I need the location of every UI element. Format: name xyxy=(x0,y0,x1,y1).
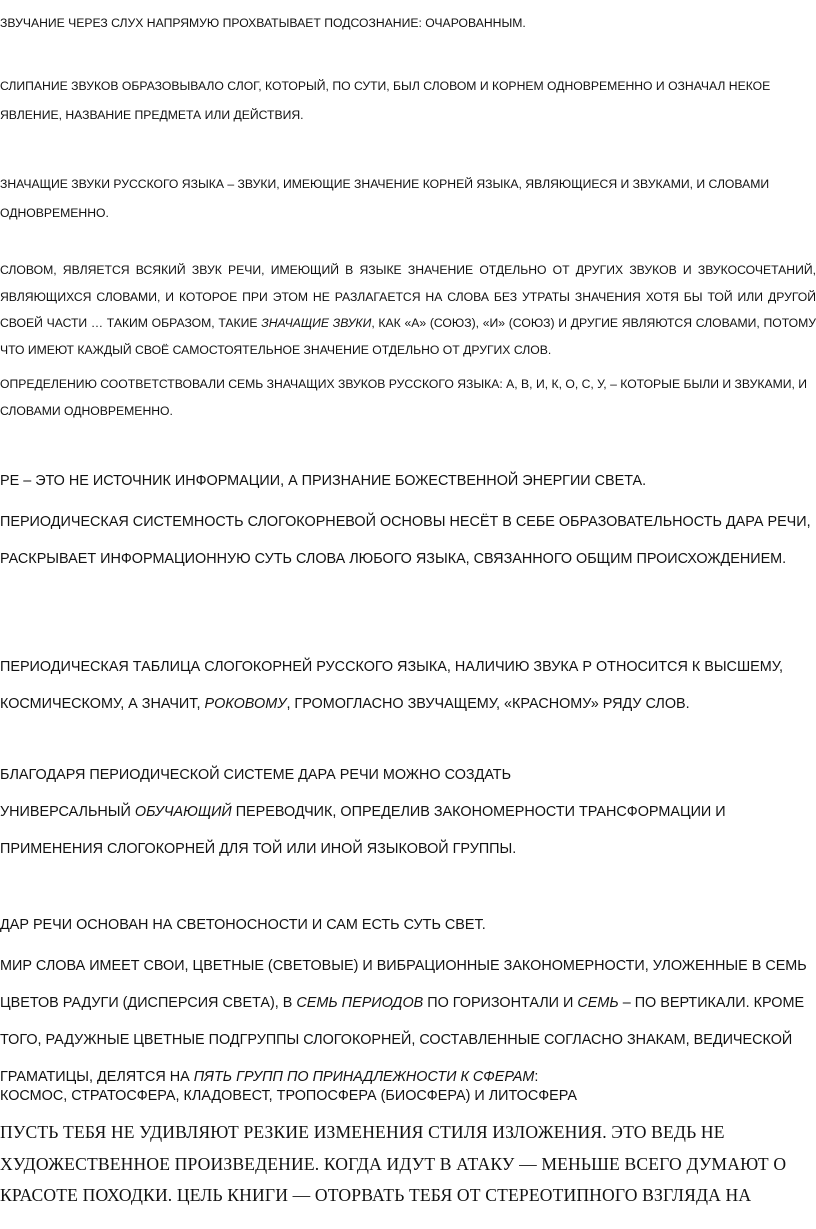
paragraph-thanks-to-text: БЛАГОДАРЯ ПЕРИОДИЧЕСКОЙ СИСТЕМЕ ДАРА РЕЧИ МОЖНО СОЗДАТЬ xyxy=(0,767,512,783)
emphasis-meaningful-sounds: ЗНАЧАЩИЕ ЗВУКИ xyxy=(261,316,372,330)
paragraph-light-energy-text: РЕ – ЭТО НЕ ИСТОЧНИК ИНФОРМАЦИИ, А ПРИЗНАНИЕ БОЖЕСТВЕННОЙ ЭНЕРГИИ СВЕТА. xyxy=(0,473,647,489)
emphasis-five-groups: ПЯТЬ ГРУПП ПО ПРИНАДЛЕЖНОСТИ К СФЕРАМ xyxy=(193,1069,535,1085)
paragraph-gift-of-speech-text: ДАР РЕЧИ ОСНОВАН НА СВЕТОНОСНОСТИ И САМ ЕСТЬ СУТЬ СВЕТ. xyxy=(0,917,486,933)
emphasis-fateful: РОКОВОМУ xyxy=(204,696,287,712)
paragraph-meaningful-sounds-text: ЗНАЧАЩИЕ ЗВУКИ РУССКОГО ЯЗЫКА – ЗВУКИ, ИМЕЮЩИЕ ЗНАЧЕНИЕ КОРНЕЙ ЯЗЫКА, ЯВЛЯЮЩИЕСЯ И ЗВУКАМИ, И СЛОВАМИ ОДНОВРЕМЕННО. xyxy=(0,177,770,220)
paragraph-hearing xyxy=(0,9,816,38)
paragraph-periodic-system xyxy=(0,504,812,578)
paragraph-seven-sounds xyxy=(0,371,816,424)
paragraph-gift-of-speech xyxy=(0,907,812,944)
paragraph-universal-translator: УНИВЕРСАЛЬНЫЙ ОБУЧАЮЩИЙ ПЕРЕВОДЧИК, ОПРЕДЕЛИВ ЗАКОНОМЕРНОСТИ ТРАНСФОРМАЦИИ И ПРИМЕНЕНИЯ СЛОГОКОРНЕЙ ДЛЯ ТОЙ ИЛИ ИНОЙ ЯЗЫКОВОЙ ГРУППЫ. xyxy=(0,804,726,857)
paragraph-style-note xyxy=(0,1117,812,1212)
paragraph-syllable-text: СЛИПАНИЕ ЗВУКОВ ОБРАЗОВЫВАЛО СЛОГ, КОТОРЫЙ, ПО СУТИ, БЫЛ СЛОВОМ И КОРНЕМ ОДНОВРЕМЕННО И ОЗНАЧАЛ НЕКОЕ ЯВЛЕНИЕ, НАЗВАНИЕ ПРЕДМЕТА ИЛИ ДЕЙСТВИЯ. xyxy=(0,79,771,122)
emphasis-teaching: ОБУЧАЮЩИЙ xyxy=(134,804,232,820)
paragraph-periodic-table: ПЕРИОДИЧЕСКАЯ ТАБЛИЦА СЛОГОКОРНЕЙ РУССКОГО ЯЗЫКА, НАЛИЧИЮ ЗВУКА Р ОТНОСИТСЯ К ВЫСШЕМУ, КОСМИЧЕСКОМУ, А ЗНАЧИТ, РОКОВОМУ, ГРОМОГЛАСНО ЗВУЧАЩЕМУ, «КРАСНОМУ» РЯДУ СЛОВ. xyxy=(0,659,783,712)
emphasis-seven: СЕМЬ xyxy=(577,995,619,1011)
paragraph-world-of-word: МИР СЛОВА ИМЕЕТ СВОИ, ЦВЕТНЫЕ (СВЕТОВЫЕ) И ВИБРАЦИОННЫЕ ЗАКОНОМЕРНОСТИ, УЛОЖЕННЫЕ В СЕМЬ ЦВЕТОВ РАДУГИ (ДИСПЕРСИЯ СВЕТА), В СЕМЬ ПЕРИОДОВ ПО ГОРИЗОНТАЛИ И СЕМЬ – ПО ВЕРТИКАЛИ. КРОМЕ ТОГО, РАДУЖНЫЕ ЦВЕТНЫЕ ПОДГРУППЫ СЛОГОКОРНЕЙ, СОСТАВЛЕННЫЕ СОГЛАСНО ЗНАКАМ, ВЕДИЧЕСКОЙ ГРАМАТИЦЫ, ДЕЛЯТСЯ НА ПЯТЬ ГРУПП ПО ПРИНАДЛЕЖНОСТИ К СФЕРАМ: xyxy=(0,958,807,1085)
paragraph-seven-sounds-text: ОПРЕДЕЛЕНИЮ СООТВЕТСТВОВАЛИ СЕМЬ ЗНАЧАЩИХ ЗВУКОВ РУССКОГО ЯЗЫКА: А, В, И, К, О, С, У, – КОТОРЫЕ БЫЛИ И ЗВУКАМИ, И СЛОВАМИ ОДНОВРЕМЕННО. xyxy=(0,377,808,418)
paragraph-periodic-system-text: ПЕРИОДИЧЕСКАЯ СИСТЕМНОСТЬ СЛОГОКОРНЕВОЙ ОСНОВЫ НЕСЁТ В СЕБЕ ОБРАЗОВАТЕЛЬНОСТЬ ДАРА РЕЧИ, РАСКРЫВАЕТ ИНФОРМАЦИОННУЮ СУТЬ СЛОВА ЛЮБОГО ЯЗЫКА, СВЯЗАННОГО ОБЩИМ ПРОИСХОЖДЕНИЕМ. xyxy=(0,514,811,567)
paragraph-meaningful-sounds xyxy=(0,170,816,228)
paragraph-hearing-text: ЗВУЧАНИЕ ЧЕРЕЗ СЛУХ НАПРЯМУЮ ПРОХВАТЫВАЕТ ПОДСОЗНАНИЕ: ОЧАРОВАННЫМ. xyxy=(0,16,526,30)
paragraph-thanks-to xyxy=(0,757,812,794)
paragraph-light-energy xyxy=(0,463,812,500)
paragraph-style-note-text: ПУСТЬ ТЕБЯ НЕ УДИВЛЯЮТ РЕЗКИЕ ИЗМЕНЕНИЯ СТИЛЯ ИЗЛОЖЕНИЯ. ЭТО ВЕДЬ НЕ ХУДОЖЕСТВЕННОЕ ПРОИЗВЕДЕНИЕ. КОГДА ИДУТ В АТАКУ — МЕНЬШЕ ВСЕГО ДУМАЮТ О КРАСОТЕ ПОХОДКИ. ЦЕЛЬ КНИГИ — ОТОРВАТЬ ТЕБЯ ОТ СТЕРЕОТИПНОГО ВЗГЛЯДА НА xyxy=(0,1122,787,1205)
paragraph-syllable xyxy=(0,72,816,130)
emphasis-seven-periods: СЕМЬ ПЕРИОДОВ xyxy=(296,995,424,1011)
paragraph-word-definition: СЛОВОМ, ЯВЛЯЕТСЯ ВСЯКИЙ ЗВУК РЕЧИ, ИМЕЮЩИЙ В ЯЗЫКЕ ЗНАЧЕНИЕ ОТДЕЛЬНО ОТ ДРУГИХ ЗВУКОВ И ЗВУКОСОЧЕТАНИЙ, ЯВЛЯЮЩИХСЯ СЛОВАМИ, И КОТОРОЕ ПРИ ЭТОМ НЕ РАЗЛАГАЕТСЯ НА СЛОВА БЕЗ УТРАТЫ ЗНАЧЕНИЯ ХОТЯ БЫ ТОЙ ИЛИ ДРУГОЙ СВОЕЙ ЧАСТИ … ТАКИМ ОБРАЗОМ, ТАКИЕ ЗНАЧАЩИЕ ЗВУКИ, КАК «А» (СОЮЗ), «И» (СОЮЗ) И ДРУГИЕ ЯВЛЯЮТСЯ СЛОВАМИ, ПОТОМУ ЧТО ИМЕЮТ КАЖДЫЙ СВОЁ САМОСТОЯТЕЛЬНОЕ ЗНАЧЕНИЕ ОТДЕЛЬНО ОТ ДРУГИХ СЛОВ. xyxy=(0,263,816,357)
paragraph-spheres xyxy=(0,1078,812,1115)
paragraph-spheres-text: КОСМОС, СТРАТОСФЕРА, КЛАДОВЕСТ, ТРОПОСФЕРА (БИОСФЕРА) И ЛИТОСФЕРА xyxy=(0,1088,577,1104)
